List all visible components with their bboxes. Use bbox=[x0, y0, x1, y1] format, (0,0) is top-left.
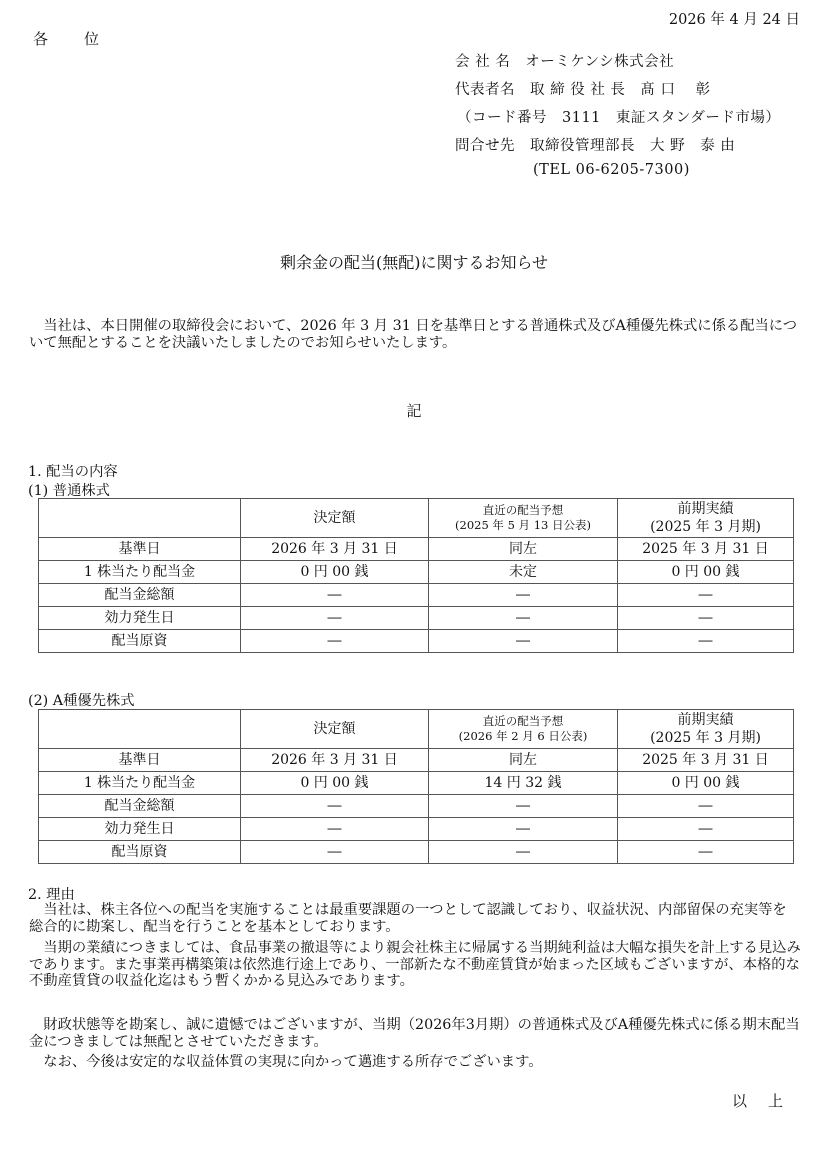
table-cell: 同左 bbox=[429, 749, 618, 772]
section-2-heading: 2. 理由 bbox=[28, 887, 75, 903]
stock-code: （コード番号 3111 東証スタンダード市場） bbox=[457, 110, 781, 126]
table-cell: ― bbox=[618, 607, 794, 630]
table-cell: ― bbox=[241, 607, 429, 630]
table-cell: ― bbox=[429, 841, 618, 864]
table-row bbox=[39, 795, 794, 818]
header-forecast: 直近の配当予想 (2025 年 5 月 13 日公表) bbox=[429, 499, 618, 538]
table-cell: 0 円 00 銭 bbox=[241, 772, 429, 795]
table-cell: ― bbox=[241, 841, 429, 864]
table-cell: ― bbox=[618, 584, 794, 607]
table-cell: 0 円 00 銭 bbox=[618, 561, 794, 584]
table-cell: ― bbox=[241, 795, 429, 818]
table-row bbox=[39, 584, 794, 607]
table-row bbox=[39, 772, 794, 795]
header-previous: 前期実績 (2025 年 3 月期) bbox=[618, 710, 794, 749]
table-row bbox=[39, 607, 794, 630]
header-decided: 決定額 bbox=[241, 710, 429, 749]
table-cell: 0 円 00 銭 bbox=[241, 561, 429, 584]
table-cell: 2026 年 3 月 31 日 bbox=[241, 749, 429, 772]
table-cell: ― bbox=[618, 795, 794, 818]
table-cell: ― bbox=[241, 584, 429, 607]
table-row bbox=[39, 841, 794, 864]
contact-person: 問合せ先 取締役管理部長 大 野 泰 由 bbox=[455, 138, 736, 154]
table-row bbox=[39, 561, 794, 584]
table-cell: 配当原資 bbox=[39, 841, 241, 864]
table-cell: 14 円 32 銭 bbox=[429, 772, 618, 795]
table-cell: 2025 年 3 月 31 日 bbox=[618, 749, 794, 772]
table-cell: ― bbox=[241, 818, 429, 841]
table-cell: 効力発生日 bbox=[39, 818, 241, 841]
company-name: 会 社 名 オーミケンシ株式会社 bbox=[455, 54, 675, 70]
table-cell: 配当原資 bbox=[39, 630, 241, 653]
ki-mark: 記 bbox=[406, 402, 422, 420]
table-cell: 配当金総額 bbox=[39, 584, 241, 607]
header-blank-cell bbox=[39, 710, 241, 749]
table-cell: ― bbox=[429, 607, 618, 630]
table-cell: 1 株当たり配当金 bbox=[39, 772, 241, 795]
table-cell: 2026 年 3 月 31 日 bbox=[241, 538, 429, 561]
page-title: 剰余金の配当(無配)に関するお知らせ bbox=[279, 253, 548, 272]
table-cell: 2025 年 3 月 31 日 bbox=[618, 538, 794, 561]
table-cell: 未定 bbox=[429, 561, 618, 584]
table-cell: ― bbox=[429, 630, 618, 653]
header-blank-cell bbox=[39, 499, 241, 538]
table-cell: ― bbox=[618, 630, 794, 653]
table-row bbox=[39, 818, 794, 841]
closing-mark: 以 上 bbox=[731, 1092, 786, 1110]
common-stock-label: (1) 普通株式 bbox=[28, 483, 110, 499]
table-cell: 効力発生日 bbox=[39, 607, 241, 630]
header-previous: 前期実績 (2025 年 3 月期) bbox=[618, 499, 794, 538]
addressee: 各 位 bbox=[33, 30, 102, 48]
common-dividend-table bbox=[38, 498, 794, 653]
table-header-row bbox=[39, 499, 794, 538]
header-decided: 決定額 bbox=[241, 499, 429, 538]
table-cell: 0 円 00 銭 bbox=[618, 772, 794, 795]
contact-tel: (TEL 06-6205-7300) bbox=[533, 162, 690, 178]
table-row bbox=[39, 630, 794, 653]
table-header-row bbox=[39, 710, 794, 749]
table-cell: 基準日 bbox=[39, 538, 241, 561]
table-cell: ― bbox=[429, 584, 618, 607]
header-forecast: 直近の配当予想 (2026 年 2 月 6 日公表) bbox=[429, 710, 618, 749]
table-cell: 基準日 bbox=[39, 749, 241, 772]
table-cell: 配当金総額 bbox=[39, 795, 241, 818]
section-1-heading: 1. 配当の内容 bbox=[28, 464, 118, 480]
release-date: 2026 年 4 月 24 日 bbox=[668, 12, 800, 28]
reason-paragraph-2: 当期の業績につきましては、食品事業の撤退等により親会社株主に帰属する当期純利益は大幅な損失を計上する見込みであります。また事業再構築策は依然進行途上であり、一部新たな不動産賃貸が始まった区域もございますが、本格的な不動産賃貸の収益化迄はもう暫くかかる見込みであります。 bbox=[29, 940, 801, 989]
table-cell: 同左 bbox=[429, 538, 618, 561]
table-cell: ― bbox=[241, 630, 429, 653]
table-cell: ― bbox=[618, 818, 794, 841]
table-cell: 1 株当たり配当金 bbox=[39, 561, 241, 584]
preferred-stock-label: (2) A種優先株式 bbox=[28, 693, 135, 709]
table-cell: ― bbox=[429, 818, 618, 841]
table-cell: ― bbox=[429, 795, 618, 818]
intro-paragraph: 当社は、本日開催の取締役会において、2026 年 3 月 31 日を基準日とする普通株式及びA種優先株式に係る配当について無配とすることを決議いたしましたのでお知らせいたします。 bbox=[29, 318, 798, 351]
reason-paragraph-1: 当社は、株主各位への配当を実施することは最重要課題の一つとして認識しており、収益状況、内部留保の充実等を総合的に勘案し、配当を行うことを基本としております。 bbox=[29, 902, 787, 935]
reason-paragraph-3: 財政状態等を勘案し、誠に遺憾ではございますが、当期（2026年3月期）の普通株式及びA種優先株式に係る期末配当金につきましては無配とさせていただきます。 bbox=[29, 1017, 800, 1050]
reason-paragraph-4: なお、今後は安定的な収益体質の実現に向かって邁進する所存でございます。 bbox=[29, 1054, 543, 1070]
preferred-dividend-table bbox=[38, 709, 794, 864]
table-row bbox=[39, 538, 794, 561]
table-row bbox=[39, 749, 794, 772]
table-cell: ― bbox=[618, 841, 794, 864]
representative: 代表者名 取 締 役 社 長 髙 口 彰 bbox=[455, 82, 711, 98]
